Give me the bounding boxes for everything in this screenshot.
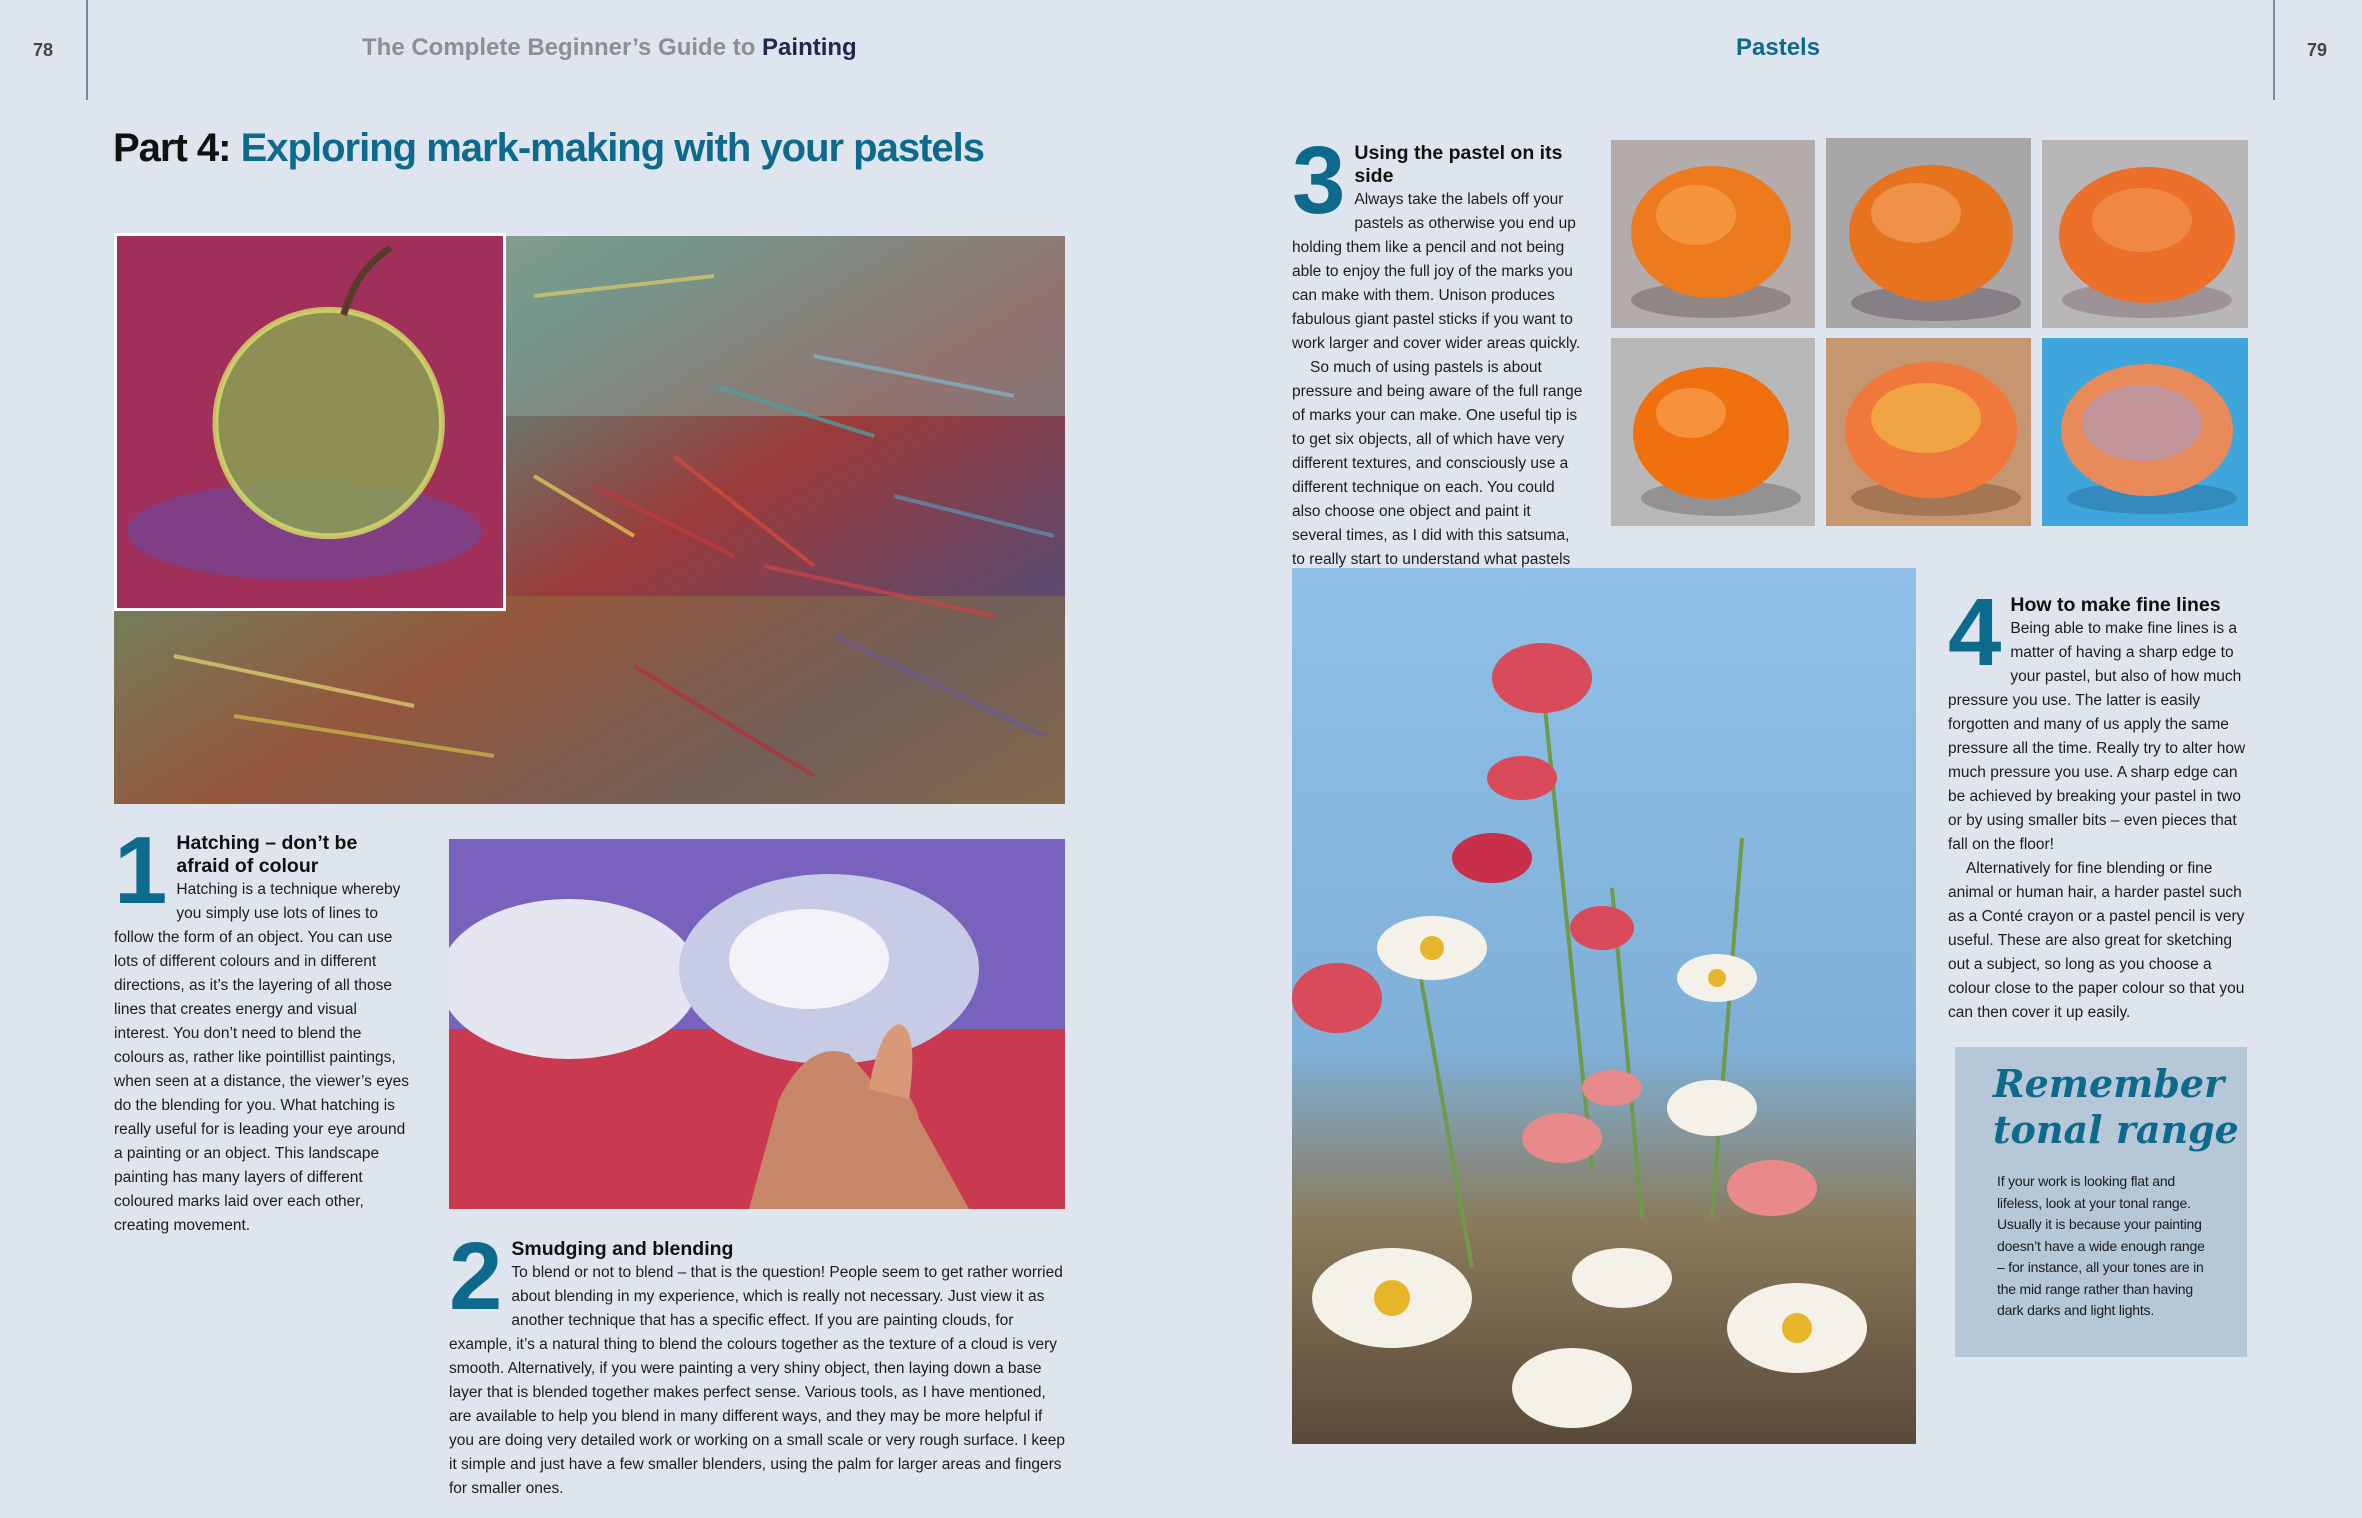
step-1 <box>114 817 414 1238</box>
step-4-heading: How to make fine lines <box>2010 594 2221 616</box>
step-4-number: 4 <box>1948 579 1999 686</box>
step-3-paragraph-1: Always take the labels off your pastels as otherwise you end up holding them like a pencil and not being able to enjoy the full joy of the marks you can make with them. Unison produces fabulous giant pastel sticks if you want to work larger and cover wider areas quickly. <box>1292 191 1581 352</box>
satsuma-painting-1 <box>1611 140 1815 328</box>
tip-box-title <box>1993 1061 2239 1153</box>
step-1-number: 1 <box>114 817 165 924</box>
tip-box-title-line-1: Remember <box>1993 1061 2225 1106</box>
left-header-divider <box>86 0 88 100</box>
step-2-number: 2 <box>449 1223 500 1330</box>
part-title-text: Exploring mark-making with your pastels <box>240 126 985 170</box>
hatched-apple-painting <box>114 233 506 611</box>
tip-box <box>1955 1047 2247 1357</box>
step-1-paragraph: Hatching is a technique whereby you simply use lots of lines to follow the form of an object. You can use lots of different colours and in different directions, as it’s the layering of all those lines that creates energy and visual interest. You don’t need to blend the colours as, rather like pointillist paintings, when seen at a distance, the viewer’s eyes do the blending for you. What hatching is really useful for is leading your eye around a painting or an object. This landscape painting has many layers of different coloured marks laid over each other, creating movement. <box>114 881 409 1234</box>
part-title-prefix: Part 4: <box>113 126 231 170</box>
step-2-heading: Smudging and blending <box>511 1238 734 1260</box>
book-running-title <box>362 34 857 62</box>
step-4 <box>1948 579 2248 1025</box>
part-title <box>113 126 984 171</box>
step-3 <box>1292 127 1584 596</box>
right-page-number: 79 <box>2307 40 2328 60</box>
right-header-divider <box>2273 0 2275 100</box>
book-title-prefix: The Complete Beginner’s Guide to <box>362 34 756 61</box>
step-3-paragraph-2: So much of using pastels is about pressure and being aware of the full range of marks your can make. One useful tip is to get six objects, all of which have very different textures, and consciously use a different technique on each. You could also choose one object and paint it several times, as I did with this satsuma, to really start to understand what pastels <box>1292 359 1583 568</box>
satsuma-painting-6 <box>2042 338 2248 526</box>
step-4-paragraph-2: Alternatively for fine blending or fine animal or human hair, a harder pastel such as a Conté crayon or a pastel pencil is very useful. These are also great for sketching out a subject, so long as you choose a colour close to the paper colour so that you can then cover it up easily. <box>1948 860 2245 1021</box>
step-3-number: 3 <box>1292 127 1343 234</box>
tip-box-text: If your work is looking flat and lifeless, look at your tonal range. Usually it is because your painting doesn’t have a wide enough range – for instance, all your tones are in the mid range rather than having dark darks and light lights. <box>1997 1173 2205 1318</box>
clouds-blending-painting <box>449 839 1065 1209</box>
step-1-heading: Hatching – don’t be afraid of colour <box>176 832 358 877</box>
satsuma-painting-5 <box>1826 338 2031 526</box>
left-page-number: 78 <box>33 40 54 60</box>
step-2 <box>449 1223 1069 1501</box>
satsuma-painting-4 <box>1611 338 1815 526</box>
section-running-title: Pastels <box>1736 34 1821 61</box>
tip-box-title-line-2: tonal range <box>1993 1107 2239 1152</box>
book-title-emphasis: Painting <box>762 34 857 61</box>
satsuma-painting-2 <box>1826 138 2031 328</box>
step-3-heading: Using the pastel on its side <box>1354 142 1563 187</box>
step-2-paragraph: To blend or not to blend – that is the question! People seem to get rather worried about blending in my experience, which is really not necessary. Just view it as another technique that has a specific effect. If you are painting clouds, for example, it’s a natural thing to blend the colours together as the texture of a cloud is very smooth. Alternatively, if you were painting a very shiny object, then laying down a base layer that is blended together makes perfect sense. Various tools, as I have mentioned, are available to help you blend in many different ways, and they may be more helpful if you are doing very detailed work or working on a small scale or very rough surface. I keep it simple and just have a few smaller blenders, using the palm for larger areas and fingers for smaller ones. <box>449 1264 1065 1497</box>
wildflowers-painting <box>1292 568 1916 1444</box>
satsuma-painting-3 <box>2042 140 2248 328</box>
step-4-paragraph-1: Being able to make fine lines is a matter of having a sharp edge to your pastel, but also of how much pressure you use. The latter is easily forgotten and many of us apply the same pressure all the time. Really try to alter how much pressure you use. A sharp edge can be achieved by breaking your pastel in two or by using smaller bits – even pieces that fall on the floor! <box>1948 620 2246 853</box>
